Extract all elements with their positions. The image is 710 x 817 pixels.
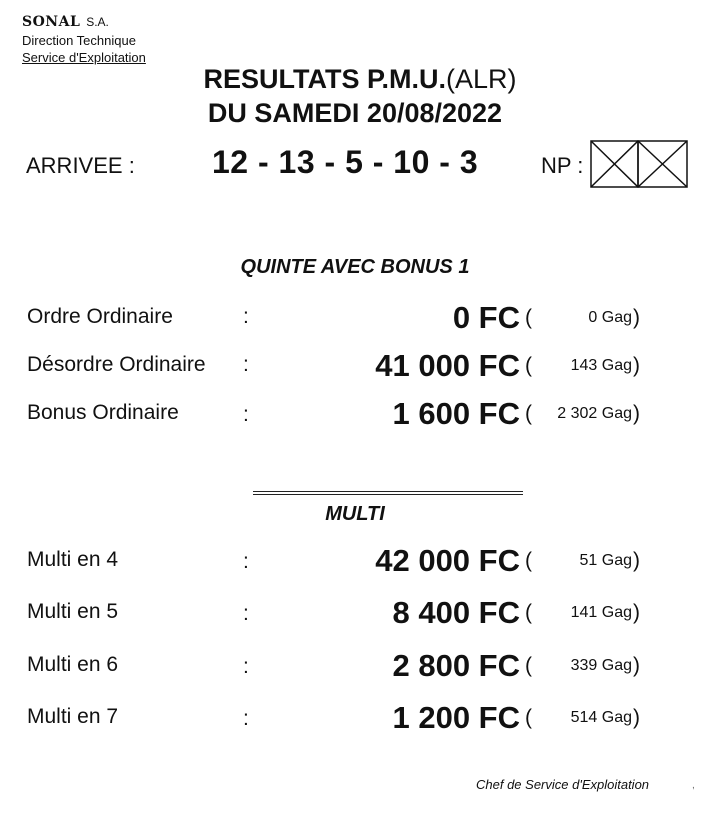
quinte-row-amount: 0 FC [452, 300, 520, 335]
multi-row-gag: 141 Gag [570, 604, 632, 621]
brand-suffix: S.A. [86, 15, 109, 29]
multi-row-colon: : [243, 707, 249, 730]
service-name: Service d'Exploitation [22, 50, 146, 65]
document-date: DU SAMEDI 20/08/2022 [207, 98, 503, 128]
stray-mark: , [692, 780, 695, 791]
multi-row-amount: 2 800 FC [392, 648, 520, 683]
paren-open: ( [525, 354, 532, 377]
multi-row-amount: 42 000 FC [375, 543, 520, 578]
multi-row-gag: 514 Gag [570, 709, 632, 726]
department-name: Direction Technique [22, 33, 136, 48]
paren-close: ) [633, 306, 640, 329]
quinte-row-amount: 41 000 FC [375, 348, 520, 383]
np-label: NP : [541, 153, 584, 178]
paren-close: ) [633, 706, 640, 729]
quinte-row-label: Bonus Ordinaire [27, 401, 179, 424]
paren-close: ) [633, 654, 640, 677]
paren-open: ( [525, 654, 532, 677]
paren-close: ) [633, 601, 640, 624]
quinte-row-gag: 143 Gag [570, 357, 632, 374]
multi-row-label: Multi en 4 [27, 548, 119, 571]
paren-close: ) [633, 402, 640, 425]
multi-row-amount: 1 200 FC [392, 700, 520, 735]
quinte-row-colon: : [243, 353, 249, 376]
paren-close: ) [633, 354, 640, 377]
multi-row-label: Multi en 7 [27, 705, 119, 728]
multi-row-gag: 51 Gag [579, 552, 632, 569]
paren-open: ( [525, 402, 532, 425]
arrivee-label: ARRIVEE : [26, 153, 135, 178]
quinte-row-amount: 1 600 FC [392, 396, 520, 431]
multi-row-label: Multi en 5 [27, 600, 119, 623]
quinte-row-gag: 2 302 Gag [557, 405, 632, 422]
quinte-row-label: Désordre Ordinaire [27, 353, 206, 376]
title-main: RESULTATS P.M.U. [203, 64, 446, 94]
divider-line [253, 494, 523, 495]
paren-open: ( [525, 549, 532, 572]
multi-row-colon: : [243, 550, 249, 573]
document-title [0, 64, 710, 95]
multi-row-amount: 8 400 FC [392, 595, 520, 630]
divider-line [253, 491, 523, 492]
brand-name: SONAL [22, 14, 81, 30]
quinte-row-colon: : [243, 305, 249, 328]
quinte-row-colon: : [243, 403, 249, 426]
company-logo [22, 13, 109, 30]
np-crossed-boxes [590, 140, 688, 188]
paren-open: ( [525, 306, 532, 329]
quinte-row-label: Ordre Ordinaire [27, 305, 173, 328]
multi-row-gag: 339 Gag [570, 657, 632, 674]
multi-row-colon: : [243, 602, 249, 625]
quinte-section-title: QUINTE AVEC BONUS 1 [240, 256, 470, 278]
quinte-row-gag: 0 Gag [588, 309, 632, 326]
arrivee-numbers: 12 - 13 - 5 - 10 - 3 [212, 144, 479, 180]
paren-close: ) [633, 549, 640, 572]
title-paren: (ALR) [446, 64, 517, 94]
multi-row-label: Multi en 6 [27, 653, 119, 676]
multi-section-title: MULTI [325, 503, 385, 525]
multi-row-colon: : [243, 655, 249, 678]
paren-open: ( [525, 706, 532, 729]
paren-open: ( [525, 601, 532, 624]
signature-line: Chef de Service d'Exploitation [476, 777, 650, 792]
